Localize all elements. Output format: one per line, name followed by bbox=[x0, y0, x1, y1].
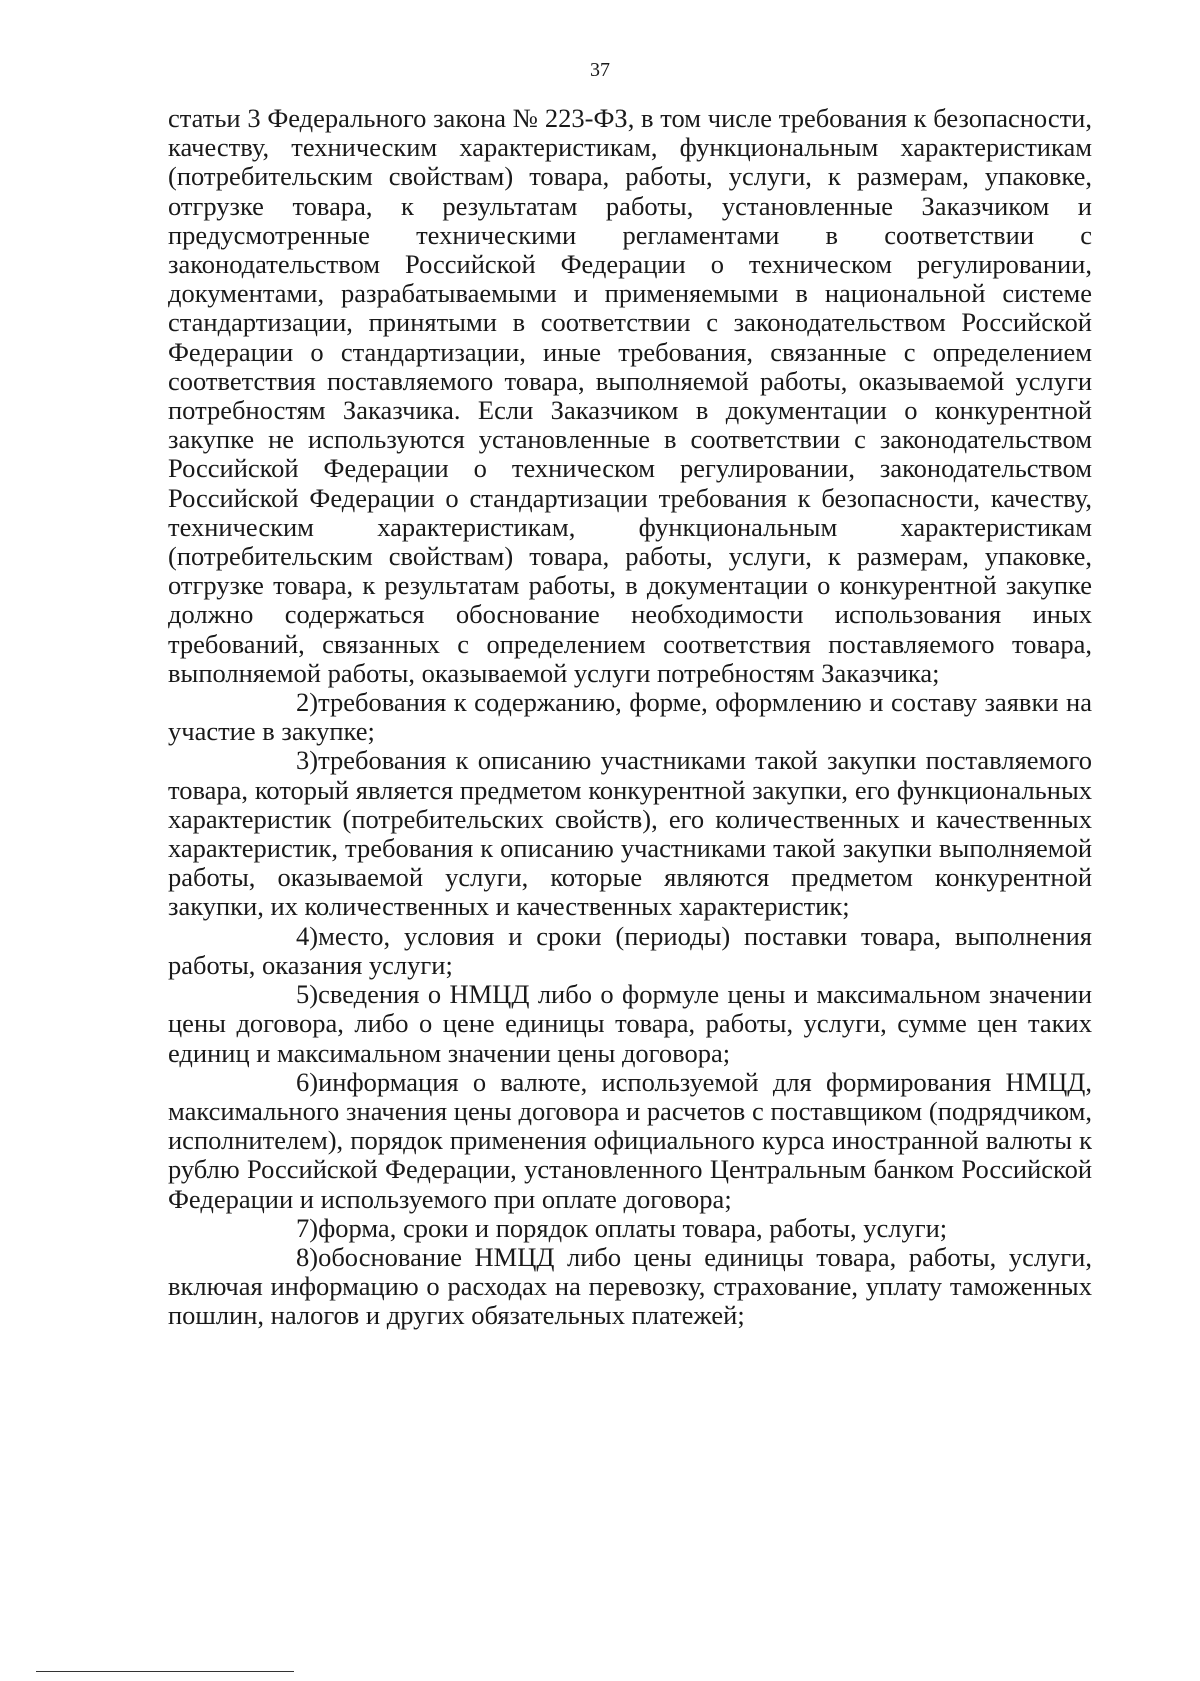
list-item bbox=[168, 980, 1092, 1068]
list-item bbox=[168, 1214, 1092, 1243]
list-item-number: 8) bbox=[296, 1241, 319, 1272]
list-item-number: 4) bbox=[296, 920, 319, 951]
list-item-number: 5) bbox=[296, 979, 319, 1010]
continuation-paragraph: статьи 3 Федерального закона № 223-ФЗ, в том числе требования к безопасности, качеству, техническим характеристикам, функциональным характеристикам (потребительским свойствам) товара, работы, услуги, к размерам, упаковке, отгрузке товара, к результатам работы, установленные Заказчиком и предусмотренные техническими регламентами в соответствии с законодательством Российской Федерации о техническом регулировании, документами, разрабатываемыми и применяемыми в национальной системе стандартизации, принятыми в соответствии с законодательством Российской Федерации о стандартизации, иные требования, связанные с определением соответствия поставляемого товара, выполняемой работы, оказываемой услуги потребностям Заказчика. Если Заказчиком в документации о конкурентной закупке не используются установленные в соответствии с законодательством Российской Федерации о техническом регулировании, законодательством Российской Федерации о стандартизации требования к безопасности, качеству, техническим характеристикам, функциональным характеристикам (потребительским свойствам) товара, работы, услуги, к размерам, упаковке, отгрузке товара, к результатам работы, в документации о конкурентной закупке должно содержаться обоснование необходимости использования иных требований, связанных с определением соответствия поставляемого товара, выполняемой работы, оказываемой услуги потребностям Заказчика; bbox=[168, 103, 1092, 688]
page-number: 37 bbox=[590, 59, 610, 81]
list-item bbox=[168, 688, 1092, 746]
list-item-text: сведения о НМЦД либо о формуле цены и максимальном значении цены договора, либо о цене единицы товара, работы, услуги, сумме цен таких единиц и максимальном значении цены договора; bbox=[168, 979, 1092, 1068]
list-item bbox=[168, 746, 1092, 921]
list-item bbox=[168, 1243, 1092, 1331]
list-item-number: 3) bbox=[296, 745, 319, 776]
footnote-separator-line bbox=[36, 1671, 294, 1672]
list-item-number: 6) bbox=[296, 1066, 319, 1097]
list-item bbox=[168, 922, 1092, 980]
document-body bbox=[168, 104, 1092, 1331]
list-item-text: информация о валюте, используемой для формирования НМЦД, максимального значения цены договора и расчетов с поставщиком (подрядчиком, исполнителем), порядок применения официального курса иностранной валюты к рублю Российской Федерации, установленного Центральным банком Российской Федерации и используемого при оплате договора; bbox=[168, 1066, 1092, 1214]
list-item-number: 7) bbox=[296, 1212, 319, 1243]
list-item-text: обоснование НМЦД либо цены единицы товара, работы, услуги, включая информацию о расходах на перевозку, страхование, уплату таможенных пошлин, налогов и других обязательных платежей; bbox=[168, 1241, 1092, 1331]
list-item-text: требования к описанию участниками такой закупки поставляемого товара, который является предметом конкурентной закупки, его функциональных характеристик (потребительских свойств), его количественных и качественных характеристик, требования к описанию участниками такой закупки выполняемой работы, оказываемой услуги, которые являются предметом конкурентной закупки, их количественных и качественных характеристик; bbox=[168, 745, 1092, 922]
list-item bbox=[168, 1068, 1092, 1214]
list-item-text: форма, сроки и порядок оплаты товара, работы, услуги; bbox=[318, 1212, 948, 1243]
list-item-text: требования к содержанию, форме, оформлению и составу заявки на участие в закупке; bbox=[168, 687, 1092, 747]
list-item-text: место, условия и сроки (периоды) поставки товара, выполнения работы, оказания услуги; bbox=[168, 920, 1092, 980]
list-item-number: 2) bbox=[296, 687, 319, 718]
